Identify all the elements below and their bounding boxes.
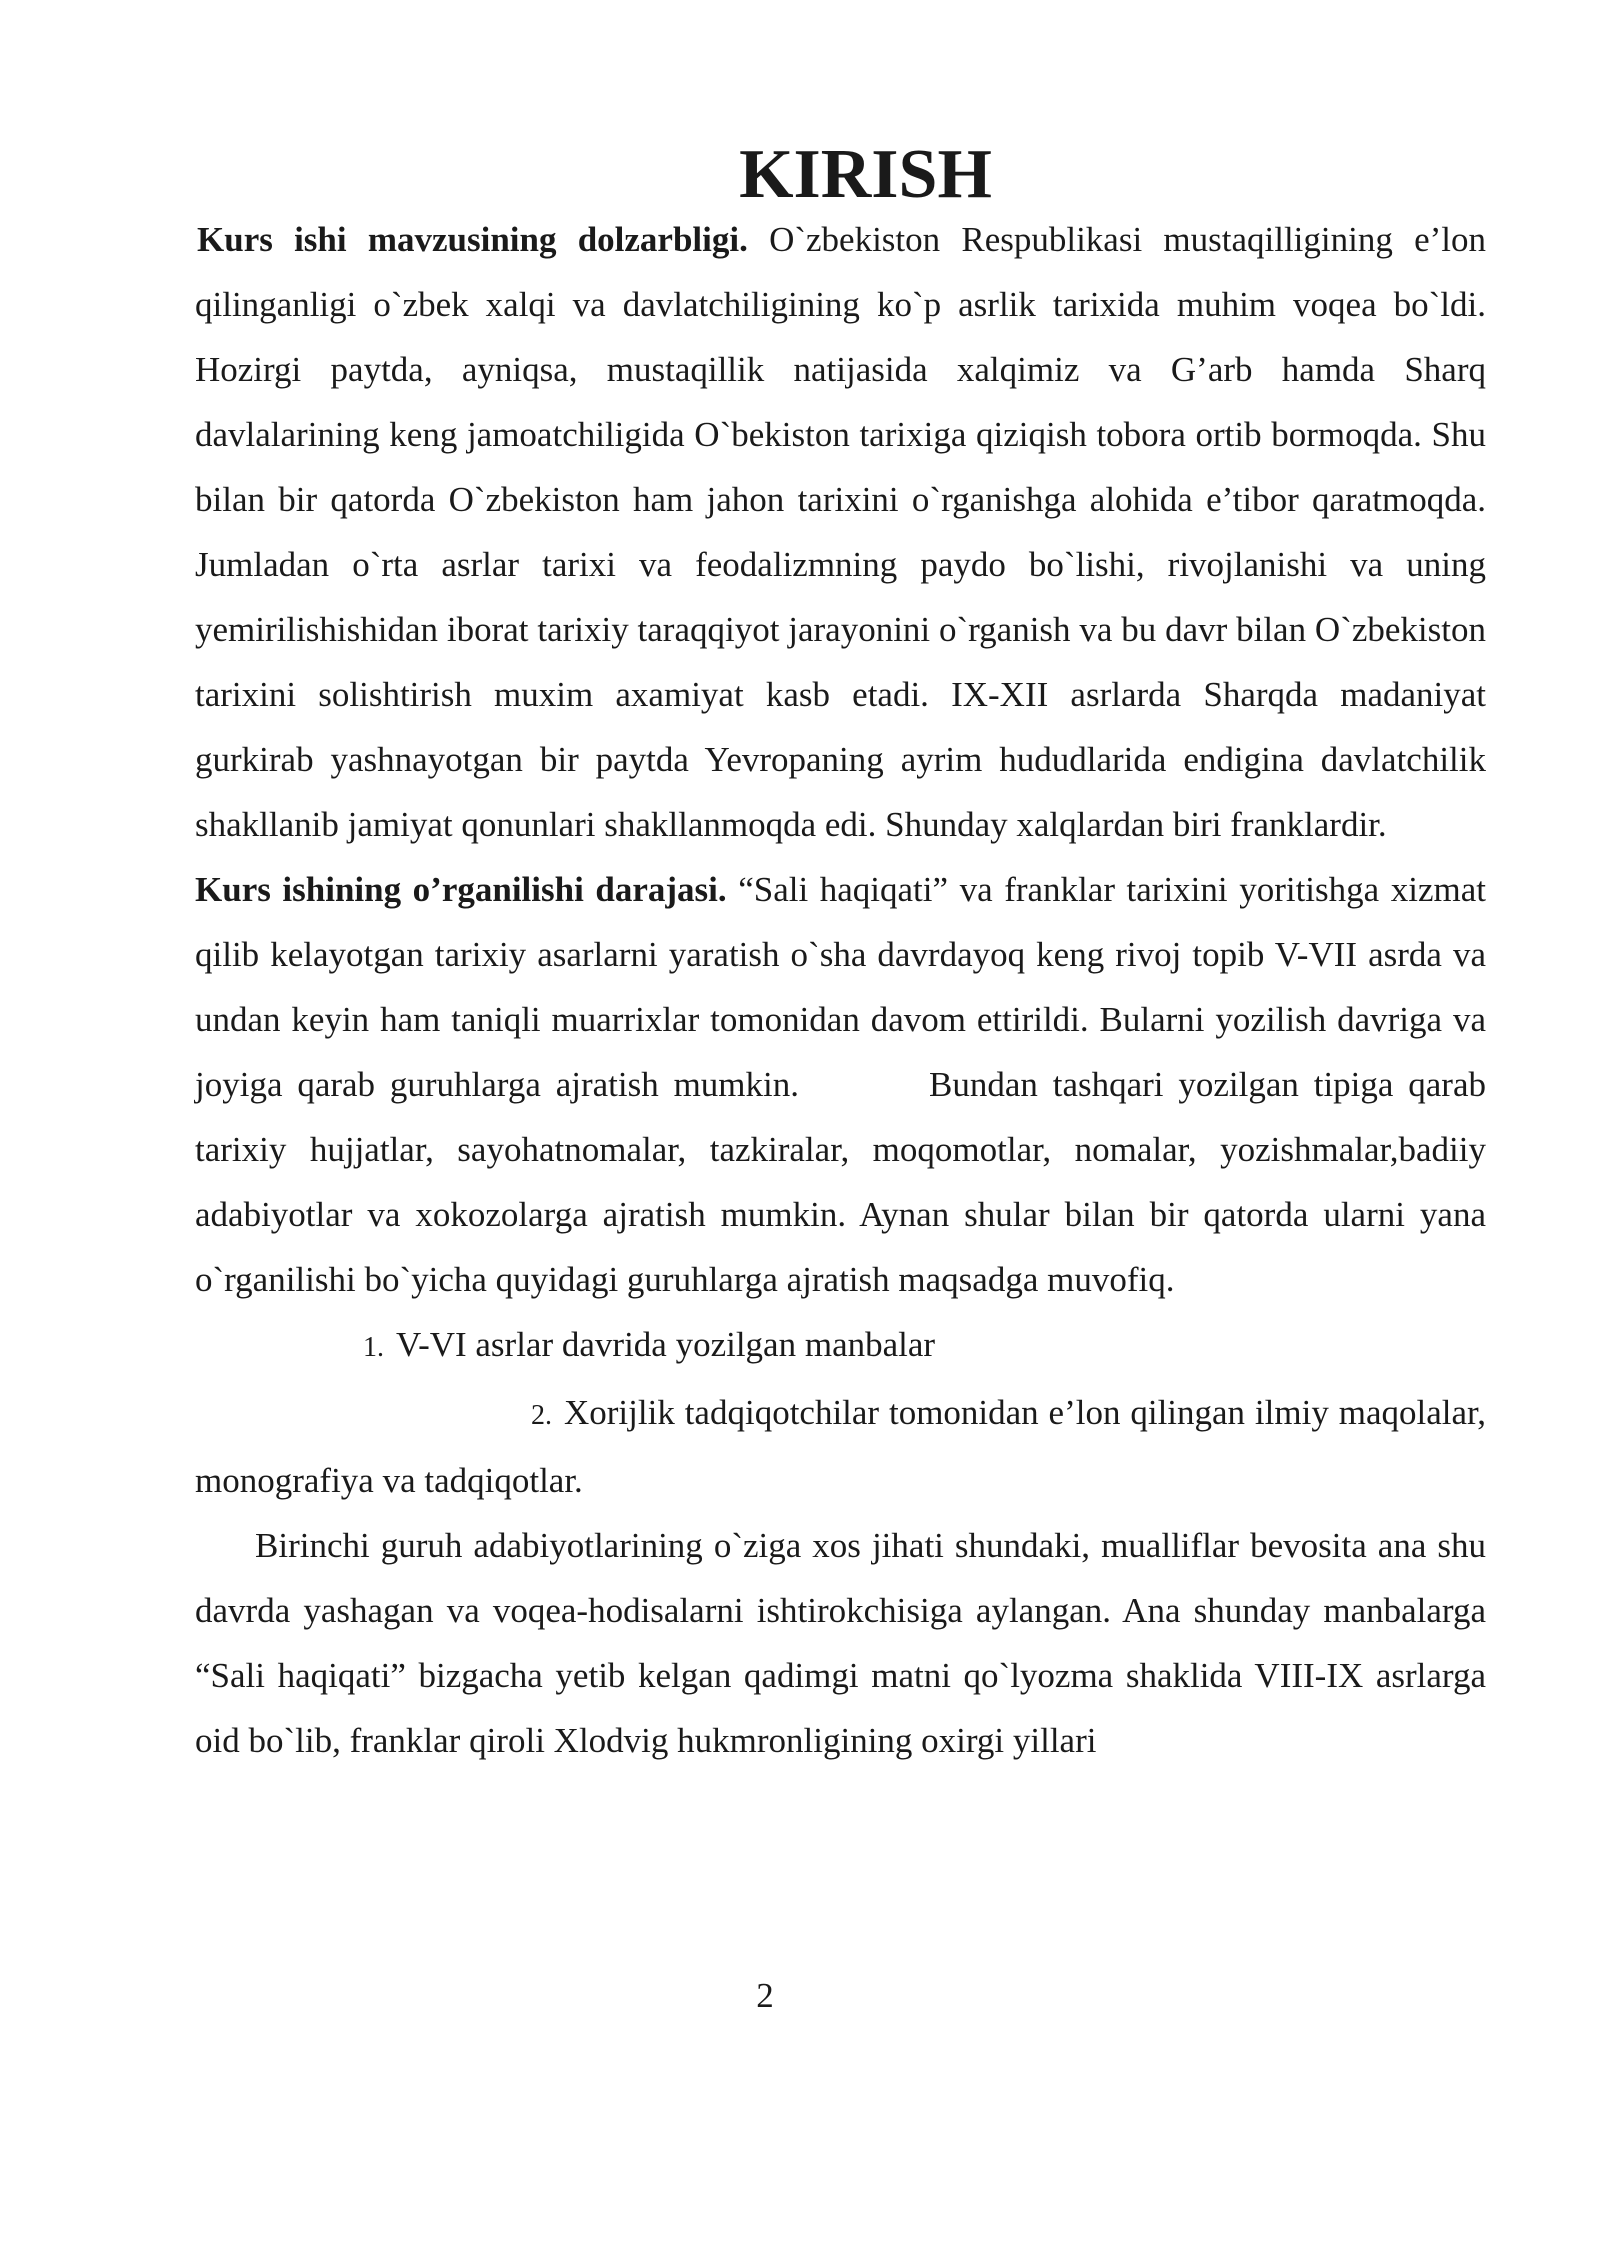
list-item [195,1312,1486,1380]
list-text: V-VI asrlar davrida yozilgan manbalar [396,1325,936,1364]
study-degree-heading: Kurs ishining o’rganilishi darajasi. [195,870,727,909]
relevance-heading: Kurs ishi mavzusining dolzarbligi. [197,220,748,259]
list-number: 1. [363,1332,384,1363]
page-number: 2 [756,1976,774,2015]
relevance-text: O`zbekiston Respublikasi mustaqilligining e’lon qilinganligi o`zbek xalqi va davlatchiligining ko`p asrlik tarixida muhim voqea bo`ldi. Hozirgi paytda, ayniqsa, mustaqillik natijasida xalqimiz va G’arb hamda Sharq davlalarining keng jamoatchiligida O`bekiston tarixiga qiziqish tobora ortib bormoqda. Shu bilan bir qatorda O`zbekiston ham jahon tarixini o`rganishga alohida e’tibor qaratmoqda. Jumladan o`rta asrlar tarixi va feodalizmning paydo bo`lishi, rivojlanishi va uning yemirilishishidan iborat tarixiy taraqqiyot jarayonini o`rganish va bu davr bilan O`zbekiston tarixini solishtirish muxim axamiyat kasb etadi. IX-XII asrlarda Sharqda madaniyat gurkirab yashnayotgan bir paytda Yevropaning ayrim hududlarida endigina davlatchilik shakllanib jamiyat qonunlari shakllanmoqda edi. Shunday xalqlardan biri franklardir. [195,220,1486,844]
list-text: Xorijlik tadqiqotchilar tomonidan e’lon qilingan ilmiy maqolalar, monografiya va tadqiqotlar. [195,1393,1486,1500]
page-title: KIRISH [739,136,992,213]
study-degree-paragraph [195,857,1486,1312]
list-item [195,1380,1486,1513]
list-number: 2. [531,1400,552,1431]
study-degree-text-a: “Sali haqiqati” va franklar tarixini yoritishga xizmat qilib kelayotgan tarixiy asarlarni yaratish o`sha davrdayoq keng rivoj topib V-VII asrda va undan keyin ham taniqli muarrixlar tomonidan davom ettirildi. Bularni yozilish davriga va joyiga qarab guruhlarga ajratish mumkin. [195,870,1486,1104]
page-content [195,136,1486,1773]
relevance-paragraph [195,207,1486,857]
study-degree-text-b: Bundan tashqari yozilgan tipiga qarab tarixiy hujjatlar, sayohatnomalar, tazkiralar, moqomotlar, nomalar, yozishmalar,badiiy adabiyotlar va xokozolarga ajratish mumkin. Aynan shular bilan bir qatorda ularni yana o`rganilishi bo`yicha quyidagi guruhlarga ajratish maqsadga muvofiq. [195,1065,1486,1299]
first-group-paragraph: Birinchi guruh adabiyotlarining o`ziga xos jihati shundaki, mualliflar bevosita ana shu davrda yashagan va voqea-hodisalarni ishtirokchisiga aylangan. Ana shunday manbalarga “Sali haqiqati” bizgacha yetib kelgan qadimgi matni qo`lyozma shaklida VIII-IX asrlarga oid bo`lib, franklar qiroli Xlodvig hukmronligining oxirgi yillari [195,1526,1486,1760]
